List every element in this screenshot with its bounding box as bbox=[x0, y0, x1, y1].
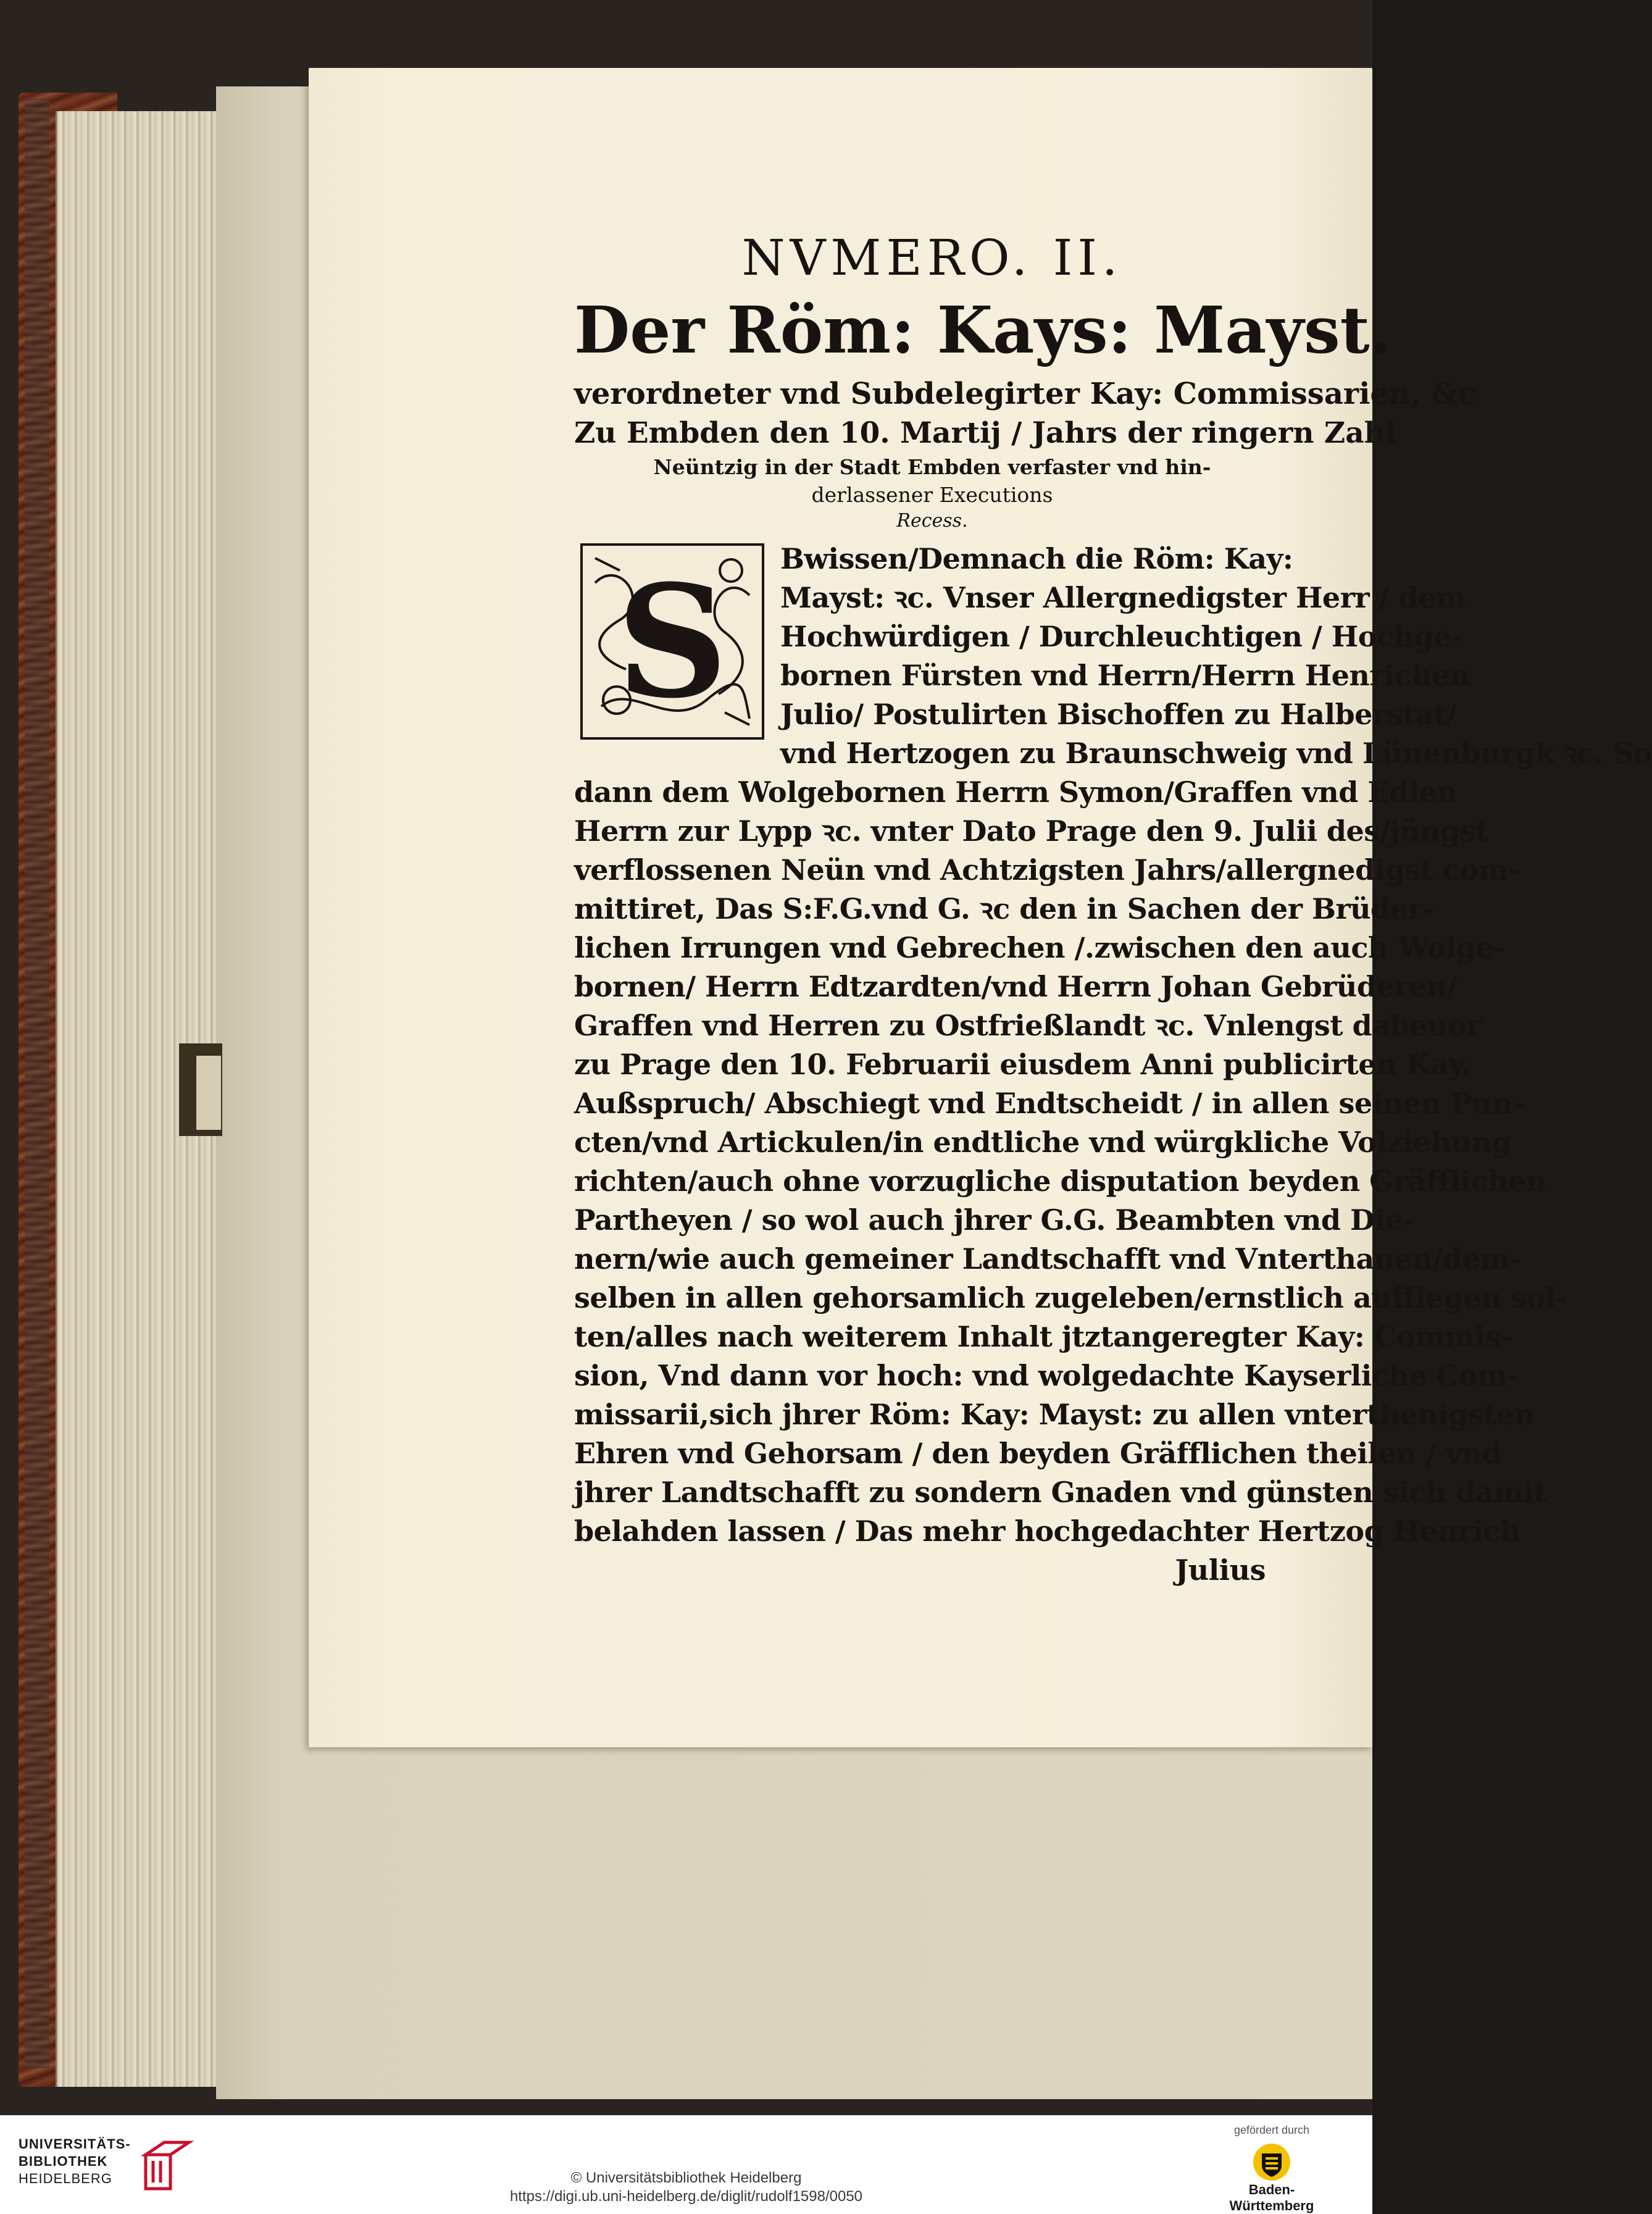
body-line: Herrn zur Lypp ꝛc. vnter Dato Prage den 9. Julii des/jüngst bbox=[574, 814, 1488, 848]
bookmark-tab-highlight bbox=[196, 1056, 221, 1130]
body-line: selben in allen gehorsamlich zugeleben/ernstlich aufflegen sol- bbox=[574, 1281, 1567, 1314]
body-line: Außspruch/ Abschiegt vnd Endtscheidt / in allen seinen Pun- bbox=[574, 1087, 1524, 1120]
body-line: verflossenen Neün vnd Achtzigsten Jahrs/allergnedigst com- bbox=[574, 853, 1520, 887]
subtitle-line-3: Neüntzig in der Stadt Embden verfaster vnd hin- bbox=[653, 455, 1211, 479]
page-text-block bbox=[574, 228, 1652, 1590]
body-line: nern/wie auch gemeiner Landtschafft vnd Vnterthanen/dem- bbox=[574, 1242, 1521, 1276]
book-spine-edge bbox=[25, 99, 49, 2068]
funded-by-label: gefördert durch bbox=[1233, 2124, 1310, 2136]
body-line: bornen/ Herrn Edtzardten/vnd Herrn Johan Gebrüderen/ bbox=[574, 970, 1458, 1003]
body-line: Hochwürdigen / Durchleuchtigen / Hochge- bbox=[780, 620, 1463, 653]
viewer-footer bbox=[0, 2115, 1372, 2214]
initial-letter: S bbox=[616, 551, 728, 732]
library-name-line-1: UNIVERSITÄTS- bbox=[19, 2136, 131, 2152]
body-line: ten/alles nach weiterem Inhalt jtztangeregter Kay: Commis- bbox=[574, 1320, 1512, 1353]
body-line: Mayst: ꝛc. Vnser Allergnedigster Herr / dem bbox=[780, 581, 1466, 614]
copyright-notice: © Universitätsbibliothek Heidelberg bbox=[570, 2170, 802, 2186]
body-line: Partheyen / so wol auch jhrer G.G. Beambten vnd Die- bbox=[574, 1203, 1414, 1237]
library-name-line-3: HEIDELBERG bbox=[19, 2171, 112, 2186]
body-line: Julio/ Postulirten Bischoffen zu Halberstat/ bbox=[780, 698, 1457, 731]
body-text bbox=[574, 540, 1652, 1590]
body-line: mittiret, Das S:F.G.vnd G. ꝛc den in Sachen der Brüder- bbox=[574, 892, 1434, 925]
body-line: missarii,sich jhrer Röm: Kay: Mayst: zu allen vnterthenigsten bbox=[574, 1398, 1535, 1431]
body-line: bornen Fürsten vnd Herrn/Herrn Henrichen bbox=[780, 659, 1471, 692]
subtitle-line-2: Zu Embden den 10. Martij / Jahrs der ringern Zahl bbox=[574, 416, 1396, 450]
body-line: sion, Vnd dann vor hoch: vnd wolgedachte Kayserliche Com- bbox=[574, 1359, 1519, 1392]
body-line: Bwissen/Demnach die Röm: Kay: bbox=[780, 542, 1293, 575]
body-line: zu Prage den 10. Februarii eiusdem Anni publicirten Kay. bbox=[574, 1048, 1471, 1081]
library-name-line-2: BIBLIOTHEK bbox=[19, 2153, 108, 2169]
sponsor-label: Baden-Württemberg bbox=[1229, 2182, 1314, 2213]
body-line: Graffen vnd Herren zu Ostfrießlandt ꝛc. Vnlengst dabeuor bbox=[574, 1009, 1481, 1042]
body-line: jhrer Landtschafft zu sondern Gnaden vnd günsten sich damit bbox=[574, 1476, 1546, 1509]
decorated-initial bbox=[580, 543, 764, 740]
body-line: cten/vnd Artickulen/in endtliche vnd würgkliche Volziehung bbox=[574, 1126, 1512, 1159]
subtitle-line-4: derlassener Executions bbox=[811, 483, 1053, 507]
page-heading: NVMERO. II. bbox=[741, 229, 1123, 286]
body-line: dann dem Wolgebornen Herrn Symon/Graffen vnd Edlen bbox=[574, 775, 1458, 809]
permalink[interactable]: https://digi.ub.uni-heidelberg.de/diglit/rudolf1598/0050 bbox=[509, 2188, 863, 2205]
body-line: belahden lassen / Das mehr hochgedachter Hertzog Henrich bbox=[574, 1514, 1521, 1548]
subtitle-line-5: Recess. bbox=[896, 510, 968, 532]
catchword: Julius bbox=[1175, 1553, 1266, 1587]
state-emblem-icon[interactable] bbox=[1252, 2142, 1291, 2182]
body-line: vnd Hertzogen zu Braunschweig vnd Lünenburgk ꝛc. So bbox=[780, 737, 1652, 770]
body-line: Ehren vnd Gehorsam / den beyden Gräfflichen theilen / vnd bbox=[574, 1437, 1502, 1470]
body-line: lichen Irrungen vnd Gebrechen /.zwischen den auch Wolge- bbox=[574, 931, 1505, 964]
body-line: richten/auch ohne vorzugliche disputation beyden Gräfflichen bbox=[574, 1164, 1546, 1198]
subtitle-line-1: verordneter vnd Subdelegirter Kay: Commissarien, &c bbox=[574, 377, 1476, 411]
page-title: Der Röm: Kays: Mayst. bbox=[574, 292, 1392, 368]
